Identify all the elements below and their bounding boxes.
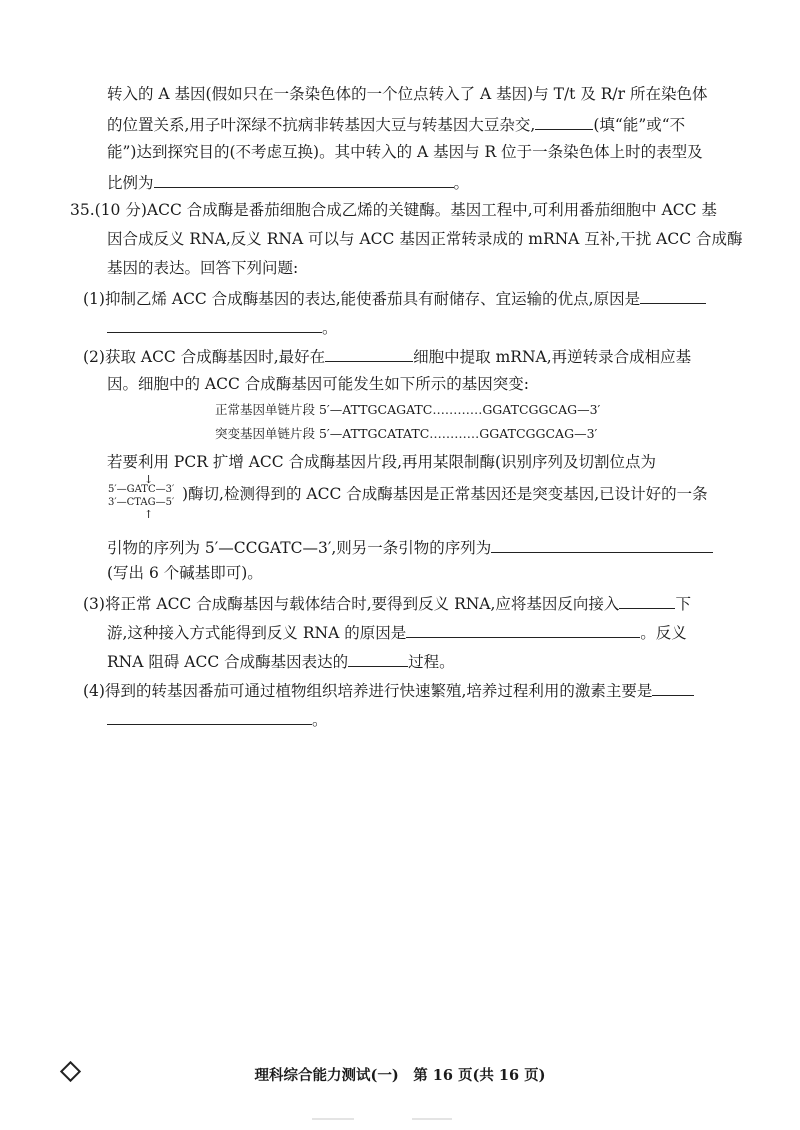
text-segment: 。 — [312, 711, 328, 729]
cut-arrow-up-icon: ↑ — [144, 508, 154, 521]
text-line: 若要利用 PCR 扩增 ACC 合成酶基因片段,再用某限制酶(识别序列及切割位点为 — [107, 453, 657, 471]
recognition-site-top: 5′—GATC—3′ — [108, 484, 175, 495]
text-line — [107, 621, 687, 643]
text-segment: (2)获取 ACC 合成酶基因时,最好在 — [83, 348, 326, 366]
text-segment: 。 — [322, 319, 338, 337]
text-segment: (3)将正常 ACC 合成酶基因与载体结合时,要得到反义 RNA,应将基因反向接入 — [83, 595, 620, 613]
text-line: 因合成反义 RNA,反义 RNA 可以与 ACC 基因正常转录成的 mRNA 互补,干扰 ACC 合成酶 — [107, 230, 743, 248]
text-segment: 的位置关系,用子叶深绿不抗病非转基因大豆与转基因大豆杂交, — [107, 116, 536, 134]
scan-smudge — [412, 1118, 452, 1120]
question-35-intro: 35.(10 分)ACC 合成酶是番茄细胞合成乙烯的关键酶。基因工程中,可利用番茄细胞中 ACC 基 — [70, 201, 717, 219]
answer-blank[interactable] — [325, 345, 413, 362]
text-segment: (填“能”或“不 — [593, 116, 686, 134]
text-line — [107, 171, 469, 193]
page-footer: 理科综合能力测试(一) 第 16 页(共 16 页) — [254, 1067, 546, 1084]
text-line — [107, 708, 328, 730]
subquestion-4 — [83, 679, 694, 701]
text-segment: 过程。 — [408, 653, 455, 671]
text-line — [107, 536, 713, 558]
text-line: 因。细胞中的 ACC 合成酶基因可能发生如下所示的基因突变: — [107, 375, 529, 393]
text-line — [107, 650, 455, 672]
subquestion-1 — [83, 287, 706, 309]
subquestion-2 — [83, 345, 691, 367]
text-segment: (4)得到的转基因番茄可通过植物组织培养进行快速繁殖,培养过程利用的激素主要是 — [83, 682, 653, 700]
answer-blank[interactable] — [640, 287, 706, 304]
recognition-site-bottom: 3′—CTAG—5′ — [108, 497, 175, 508]
answer-blank[interactable] — [535, 113, 593, 130]
text-line: )酶切,检测得到的 ACC 合成酶基因是正常基因还是突变基因,已设计好的一条 — [182, 485, 708, 503]
text-segment: 比例为 — [107, 174, 154, 192]
normal-gene-sequence: 正常基因单链片段 5′—ATTGCAGATC…………GGATCGGCAG—3′ — [215, 402, 601, 417]
text-line — [107, 113, 685, 135]
answer-blank[interactable] — [406, 621, 640, 638]
text-segment: 游,这种接入方式能得到反义 RNA 的原因是 — [107, 624, 407, 642]
text-segment: 。反义 — [640, 624, 687, 642]
answer-blank[interactable] — [107, 316, 322, 333]
text-line: (写出 6 个碱基即可)。 — [107, 564, 263, 582]
answer-blank[interactable] — [652, 679, 694, 696]
text-line: 能”)达到探究目的(不考虑互换)。其中转入的 A 基因与 R 位于一条染色体上时的表型及 — [107, 143, 703, 161]
answer-blank[interactable] — [107, 708, 312, 725]
text-line — [107, 316, 338, 338]
text-line: 转入的 A 基因(假如只在一条染色体的一个位点转入了 A 基因)与 T/t 及 R/r 所在染色体 — [107, 85, 708, 103]
scan-smudge — [312, 1118, 354, 1120]
text-segment: RNA 阻碍 ACC 合成酶基因表达的 — [107, 653, 349, 671]
text-segment: 。 — [453, 174, 470, 192]
text-segment: 细胞中提取 mRNA,再逆转录合成相应基 — [413, 348, 692, 366]
text-segment: (1)抑制乙烯 ACC 合成酶基因的表达,能使番茄具有耐储存、宜运输的优点,原因是 — [83, 290, 641, 308]
text-segment: 引物的序列为 5′—CCGATC—3′,则另一条引物的序列为 — [107, 539, 492, 557]
text-segment: 下 — [675, 595, 691, 613]
mutant-gene-sequence: 突变基因单链片段 5′—ATTGCATATC…………GGATCGGCAG—3′ — [215, 426, 598, 441]
answer-blank[interactable] — [491, 536, 713, 553]
subquestion-3 — [83, 592, 691, 614]
answer-blank[interactable] — [348, 650, 408, 667]
answer-blank[interactable] — [154, 171, 454, 188]
text-line: 基因的表达。回答下列问题: — [107, 259, 299, 277]
answer-blank[interactable] — [619, 592, 675, 609]
cut-arrow-down-icon: ↓ — [144, 473, 154, 486]
